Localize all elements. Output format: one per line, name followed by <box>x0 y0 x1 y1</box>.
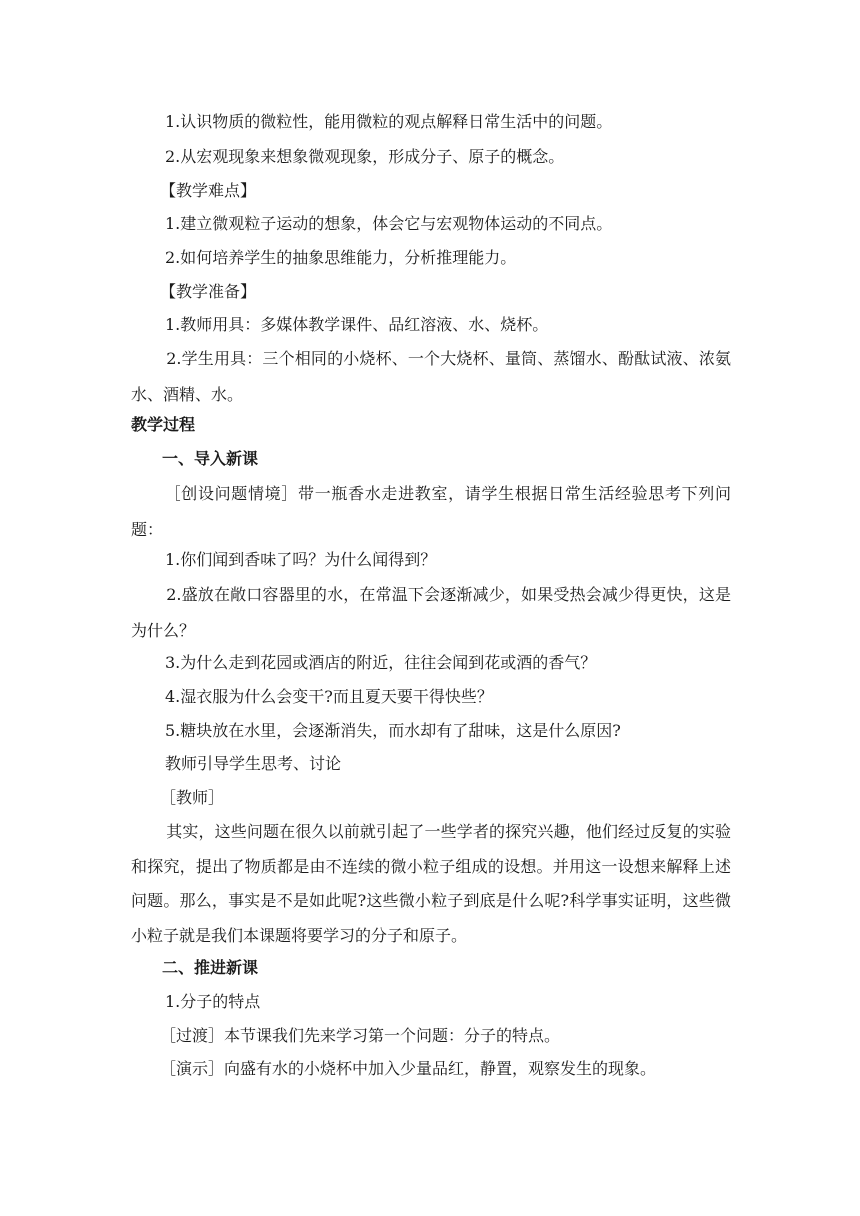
molecule-features-heading: 1.分子的特点 <box>165 992 261 1011</box>
preparation-item-1: 1.教师用具：多媒体教学课件、品红溶液、水、烧杯。 <box>165 315 549 334</box>
teacher-guide: 教师引导学生思考、讨论 <box>165 754 342 773</box>
section-2-heading: 二、推进新课 <box>162 958 259 977</box>
demonstration-text: ［演示］向盛有水的小烧杯中加入少量品红，静置，观察发生的现象。 <box>160 1059 657 1078</box>
difficulty-item-2: 2.如何培养学生的抽象思维能力，分析推理能力。 <box>165 248 517 267</box>
question-2: 2.盛放在敞口容器里的水，在常温下会逐渐减少，如果受热会减少得更快，这是为什么？ <box>131 585 731 640</box>
problem-scenario: ［创设问题情境］带一瓶香水走进教室，请学生根据日常生活经验思考下列问题： <box>131 484 731 539</box>
question-1: 1.你们闻到香味了吗？为什么闻得到？ <box>165 550 437 569</box>
process-title: 教学过程 <box>131 415 196 434</box>
preparation-item-2: 2.学生用具：三个相同的小烧杯、一个大烧杯、量筒、蒸馏水、酚酞试液、浓氨水、酒精、水。 <box>131 349 731 404</box>
teacher-explanation: 其实，这些问题在很久以前就引起了一些学者的探究兴趣，他们经过反复的实验和探究，提出了物质都是由不连续的微小粒子组成的设想。并用这一设想来解释上述问题。那么，事实是不是如此呢?这些微小粒子到底是什么呢?科学事实证明，这些微小粒子就是我们本课题将要学习的分子和原子。 <box>131 822 731 945</box>
objective-item-2: 2.从宏观现象来想象微观现象，形成分子、原子的概念。 <box>165 147 565 166</box>
teacher-label: ［教师］ <box>160 788 225 807</box>
difficulty-item-1: 1.建立微观粒子运动的想象，体会它与宏观物体运动的不同点。 <box>165 214 613 233</box>
preparation-heading: 【教学准备】 <box>160 282 257 301</box>
section-1-heading: 一、导入新课 <box>162 449 259 468</box>
question-4: 4.湿衣服为什么会变干?而且夏天要干得快些？ <box>165 687 493 706</box>
objective-item-1: 1.认识物质的微粒性，能用微粒的观点解释日常生活中的问题。 <box>165 112 613 131</box>
question-3: 3.为什么走到花园或酒店的附近，往往会闻到花或酒的香气？ <box>165 653 597 672</box>
transition-text: ［过渡］本节课我们先来学习第一个问题：分子的特点。 <box>160 1026 561 1045</box>
difficulties-heading: 【教学难点】 <box>160 181 257 200</box>
question-5: 5.糖块放在水里，会逐渐消失，而水却有了甜味，这是什么原因? <box>165 721 621 740</box>
